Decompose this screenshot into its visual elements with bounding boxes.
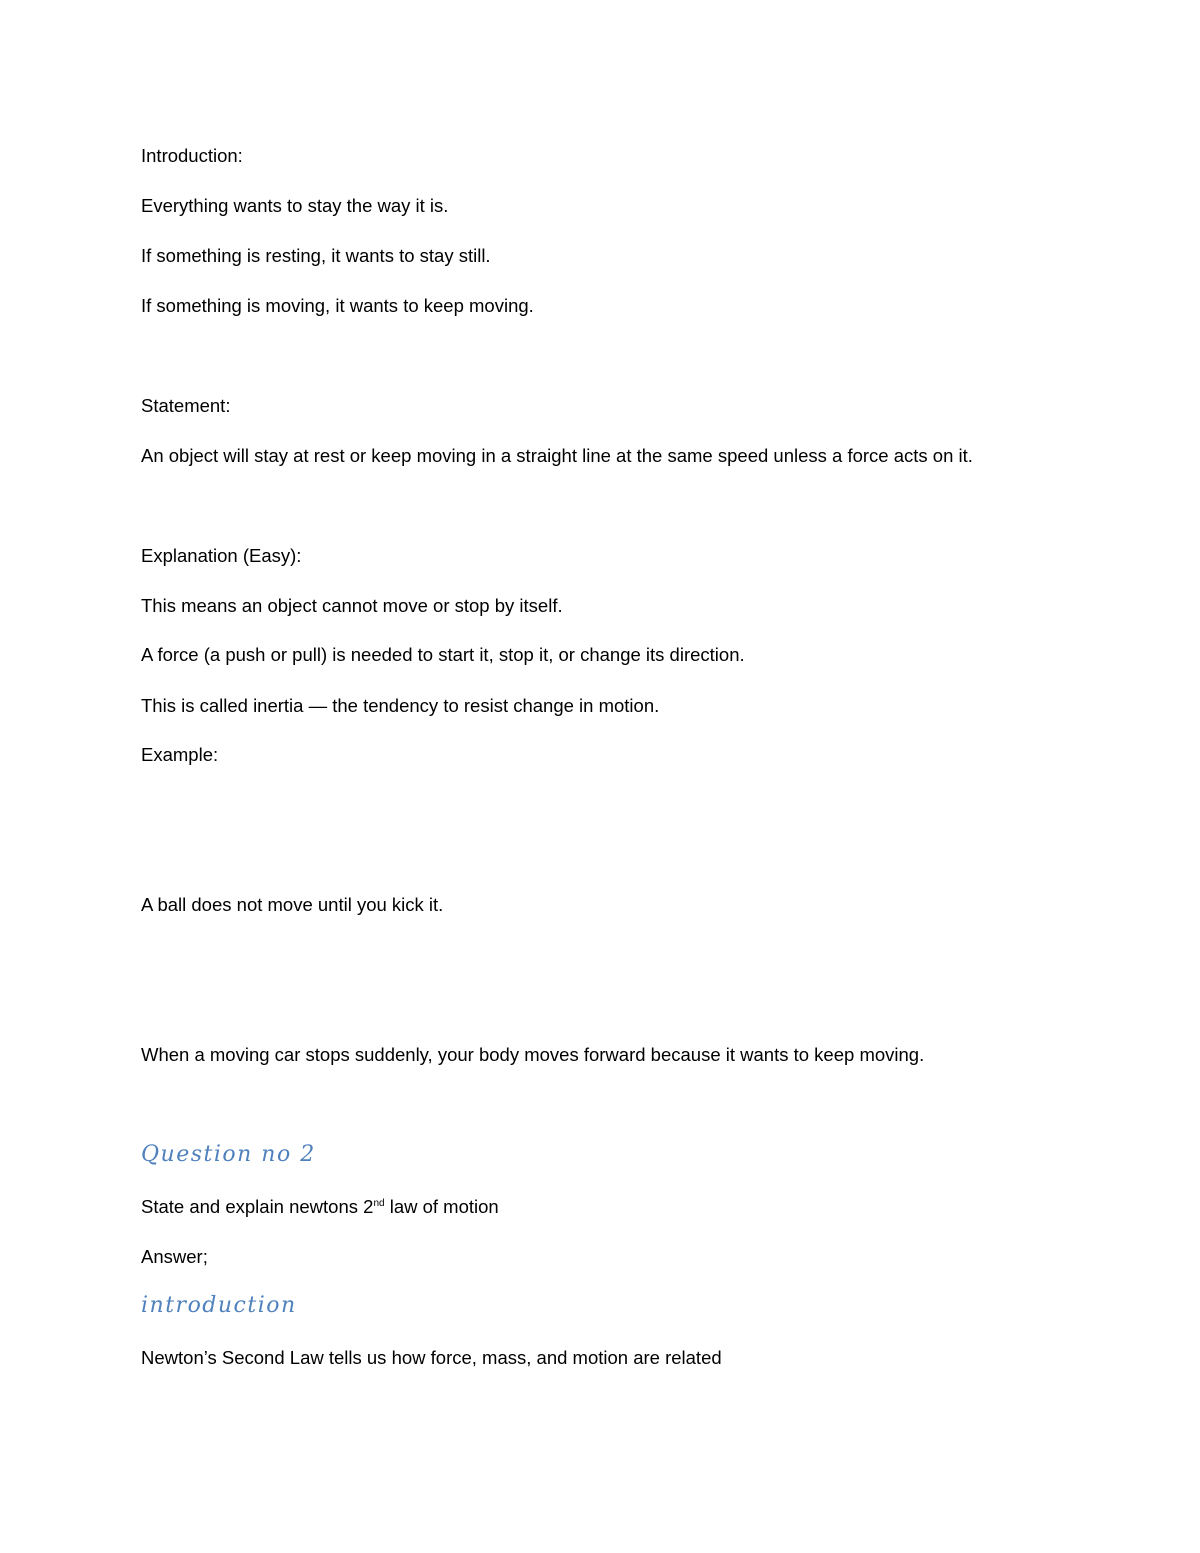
question-2-intro-text: Newton’s Second Law tells us how force, mass, and motion are related xyxy=(141,1347,722,1368)
question-2-prompt-superscript: nd xyxy=(373,1197,385,1209)
question-2-prompt xyxy=(141,1195,499,1219)
introduction-heading: Introduction: xyxy=(141,145,243,166)
explanation-line-1: This means an object cannot move or stop by itself. xyxy=(141,595,563,616)
question-2-prompt-tail: law of motion xyxy=(384,1196,499,1217)
question-2-heading-text: Question no 2 xyxy=(141,1142,316,1167)
question-2-intro-heading-text: introduction xyxy=(141,1293,297,1318)
answer-label: Answer; xyxy=(141,1246,208,1267)
question-2-heading xyxy=(141,1141,316,1169)
statement-text: An object will stay at rest or keep moving in a straight line at the same speed unless a force acts on it. xyxy=(141,445,973,466)
explanation-heading: Explanation (Easy): xyxy=(141,545,302,566)
explanation-line-3: This is called inertia — the tendency to resist change in motion. xyxy=(141,695,660,716)
example-1-text: A ball does not move until you kick it. xyxy=(141,894,444,915)
example-2-text: When a moving car stops suddenly, your body moves forward because it wants to keep moving. xyxy=(141,1044,925,1065)
question-2-prompt-main: State and explain newtons 2 xyxy=(141,1196,374,1217)
intro-line-3: If something is moving, it wants to keep moving. xyxy=(141,295,534,316)
explanation-line-2: A force (a push or pull) is needed to start it, stop it, or change its direction. xyxy=(141,644,745,665)
example-heading: Example: xyxy=(141,744,219,765)
intro-line-2: If something is resting, it wants to stay still. xyxy=(141,245,491,266)
statement-heading: Statement: xyxy=(141,395,231,416)
question-2-intro-heading xyxy=(141,1292,297,1320)
intro-line-1: Everything wants to stay the way it is. xyxy=(141,195,449,216)
